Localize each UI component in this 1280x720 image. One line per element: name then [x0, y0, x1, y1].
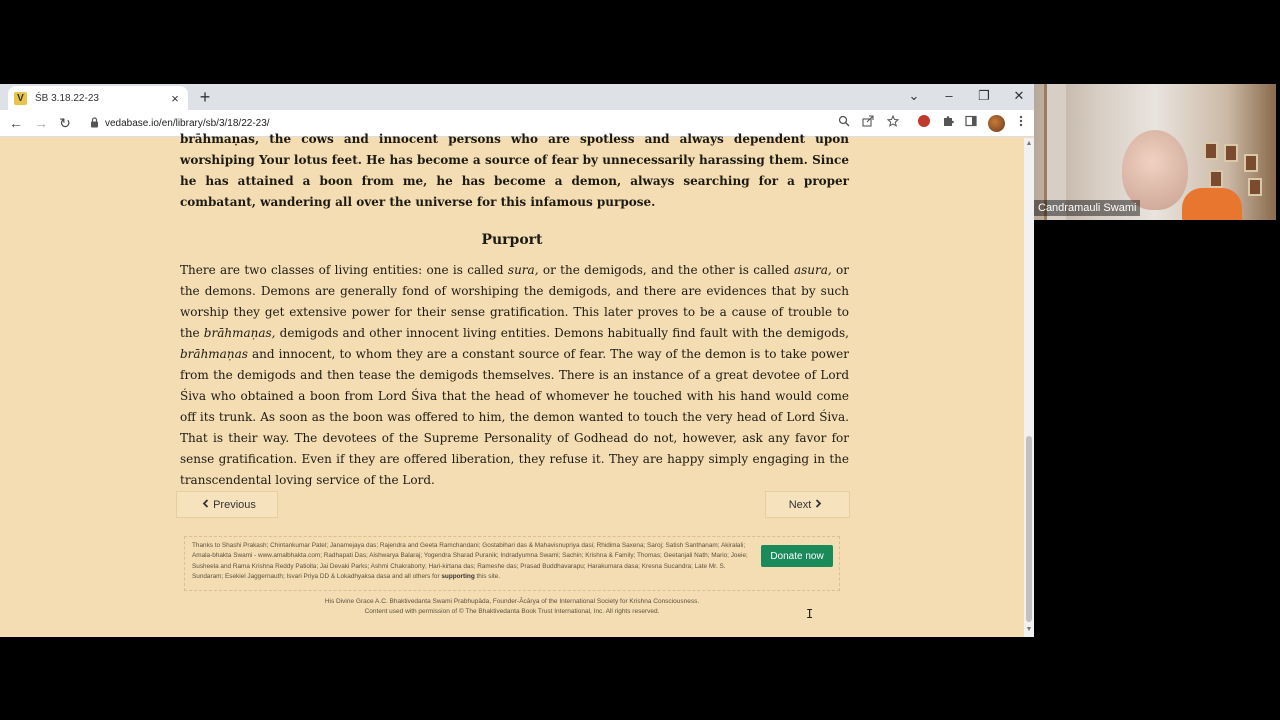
close-window-button[interactable]: ✕: [1013, 88, 1025, 103]
purport-text-part: or the demons. Demons are generally fond of worshiping the demigods, and there are evidences that by such worship they get extensive power for their sense gratification. This later proves to be a cause of trouble to the: [180, 263, 850, 340]
video-background-picture: [1209, 170, 1223, 188]
tab-search-dropdown-icon[interactable]: ⌄: [908, 88, 920, 103]
tab-title: ŚB 3.18.22-23: [35, 92, 99, 104]
back-button[interactable]: ←: [9, 115, 23, 131]
footer-copyright: Content used with permission of © The Bhaktivedanta Book Trust International, Inc. All rights reserved.: [364, 608, 660, 615]
restore-button[interactable]: ❐: [978, 88, 990, 103]
video-background-picture: [1204, 142, 1218, 160]
vedabase-favicon-icon: V: [14, 92, 27, 105]
next-button[interactable]: [765, 491, 850, 518]
purport-text-part: and innocent, to whom they are a constant source of fear. The way of the demon is to take power from the demigods and then tease the demigods themselves. There is an instance of a great devotee of Lord Śiva who obtained a boon from Lord Śiva that the head of whomever he touched with his hand would come off its trunk. As soon as the boon was offered to him, the demon wanted to touch the very head of Lord Śiva. That is their way. The devotees of the Supreme Personality of Godhead do not, however, ask any favor for sense gratification. Even if they are offered liberation, they refuse it. They are happy simply engaging in the transcendental loving service of the Lord.: [180, 347, 849, 487]
scroll-down-arrow-icon[interactable]: ▼: [1025, 626, 1033, 633]
donate-button[interactable]: Donate now: [761, 545, 833, 567]
previous-label: Previous: [213, 498, 256, 511]
purport-text-part: There are two classes of living entities: one is called: [180, 263, 508, 277]
url-text: vedabase.io/en/library/sb/3/18/22-23/: [105, 117, 270, 129]
lock-icon: [90, 117, 99, 130]
chevron-right-icon: [815, 499, 822, 511]
video-background-picture: [1224, 144, 1238, 162]
purport-term: brāhmaṇas: [180, 347, 248, 361]
purport-term: brāhmaṇas,: [203, 326, 276, 340]
browser-window: [0, 84, 1034, 637]
reload-button[interactable]: ↻: [59, 115, 71, 131]
video-participant-tile: [1034, 84, 1276, 220]
supporting-link[interactable]: supporting: [441, 573, 475, 581]
next-label: Next: [788, 498, 812, 511]
participant-name: Candramauli Swami: [1034, 200, 1140, 216]
video-background-picture: [1248, 178, 1262, 196]
puzzle-icon[interactable]: [940, 115, 956, 131]
chevron-left-icon: [202, 499, 209, 511]
footer-credit: His Divine Grace A.C. Bhaktivedanta Swami Prabhupāda, Founder-Ācārya of the International Society for Krishna Consciousness.: [324, 598, 700, 605]
minimize-button[interactable]: –: [945, 88, 953, 103]
tab-close-icon[interactable]: ×: [171, 90, 179, 106]
supporters-end: this site.: [474, 573, 500, 581]
supporters-text: [192, 541, 757, 583]
profile-avatar-icon[interactable]: [988, 115, 1005, 132]
purport-text-part: demigods and other innocent living entities. Demons habitually find fault with the demigods,: [275, 326, 849, 340]
page-content: [0, 132, 1024, 637]
purport-text: [180, 260, 849, 491]
purport-text-part: or the demigods, and the other is called: [538, 263, 794, 277]
share-icon[interactable]: [860, 115, 876, 131]
tab-active[interactable]: [8, 86, 188, 110]
forward-button[interactable]: →: [34, 115, 48, 131]
scrollbar-thumb[interactable]: [1026, 436, 1032, 622]
scrollbar[interactable]: [1024, 138, 1034, 637]
purport-heading: Purport: [481, 232, 543, 248]
video-person-head: [1122, 130, 1188, 210]
verse-translation: brāhmaṇas, the cows and innocent persons who are spotless and always dependent upon worshiping Your lotus feet. He has become a source of fear by unnecessarily harassing them. Since he has attained a boon from me, he has become a demon, always searching for a proper combatant, wandering all over the universe for this infamous purpose.: [180, 132, 849, 209]
purport-term: asura,: [793, 263, 832, 277]
extension-badge-icon[interactable]: [916, 115, 932, 131]
new-tab-button[interactable]: +: [199, 87, 211, 107]
previous-button[interactable]: [176, 491, 278, 518]
scroll-up-arrow-icon[interactable]: ▲: [1025, 140, 1033, 147]
supporters-box: [184, 536, 840, 591]
tab-strip: [0, 84, 1034, 110]
video-person-shirt: [1182, 188, 1242, 220]
supporters-list: Thanks to Shashi Prakash; Chintankumar Patel; Janamejaya das; Rajendra and Geeta Ramchandani; Gostabihari das & Mahavisnupriya dasi; Rhidima Saxena; Saroj; Satish Santhanam; Akiralali; Amala-bhakta Swami - www.amalbhakta.com; Radhapati Das; Aishwarya Balaraj; Yogendra Sharad Puranik; Indradyumna Swami; Sachin; Krishna & Family; Thomas; Geetanjali Nath; Mario; Joeie; Susheela and Rama Krishna Reddy Patiolla; Jai Devaki Parks; Ashmi Chakraborty; Hari-kirtana das; Rameshe das; Prasad Buddhavarapu; Harakumara dasa; Kresna Sucandra; Late Mr. S. Sundaram; Esekiel Jaggernauth; Isvari Priya DD & Lokadhyaksa dasa and all others for: [192, 542, 748, 581]
sidebar-icon[interactable]: [963, 115, 979, 131]
video-background-picture: [1244, 154, 1258, 172]
text-cursor-icon: I: [806, 607, 814, 621]
star-icon[interactable]: [885, 115, 901, 131]
purport-term: sura,: [507, 263, 539, 277]
more-icon[interactable]: [1013, 115, 1029, 131]
